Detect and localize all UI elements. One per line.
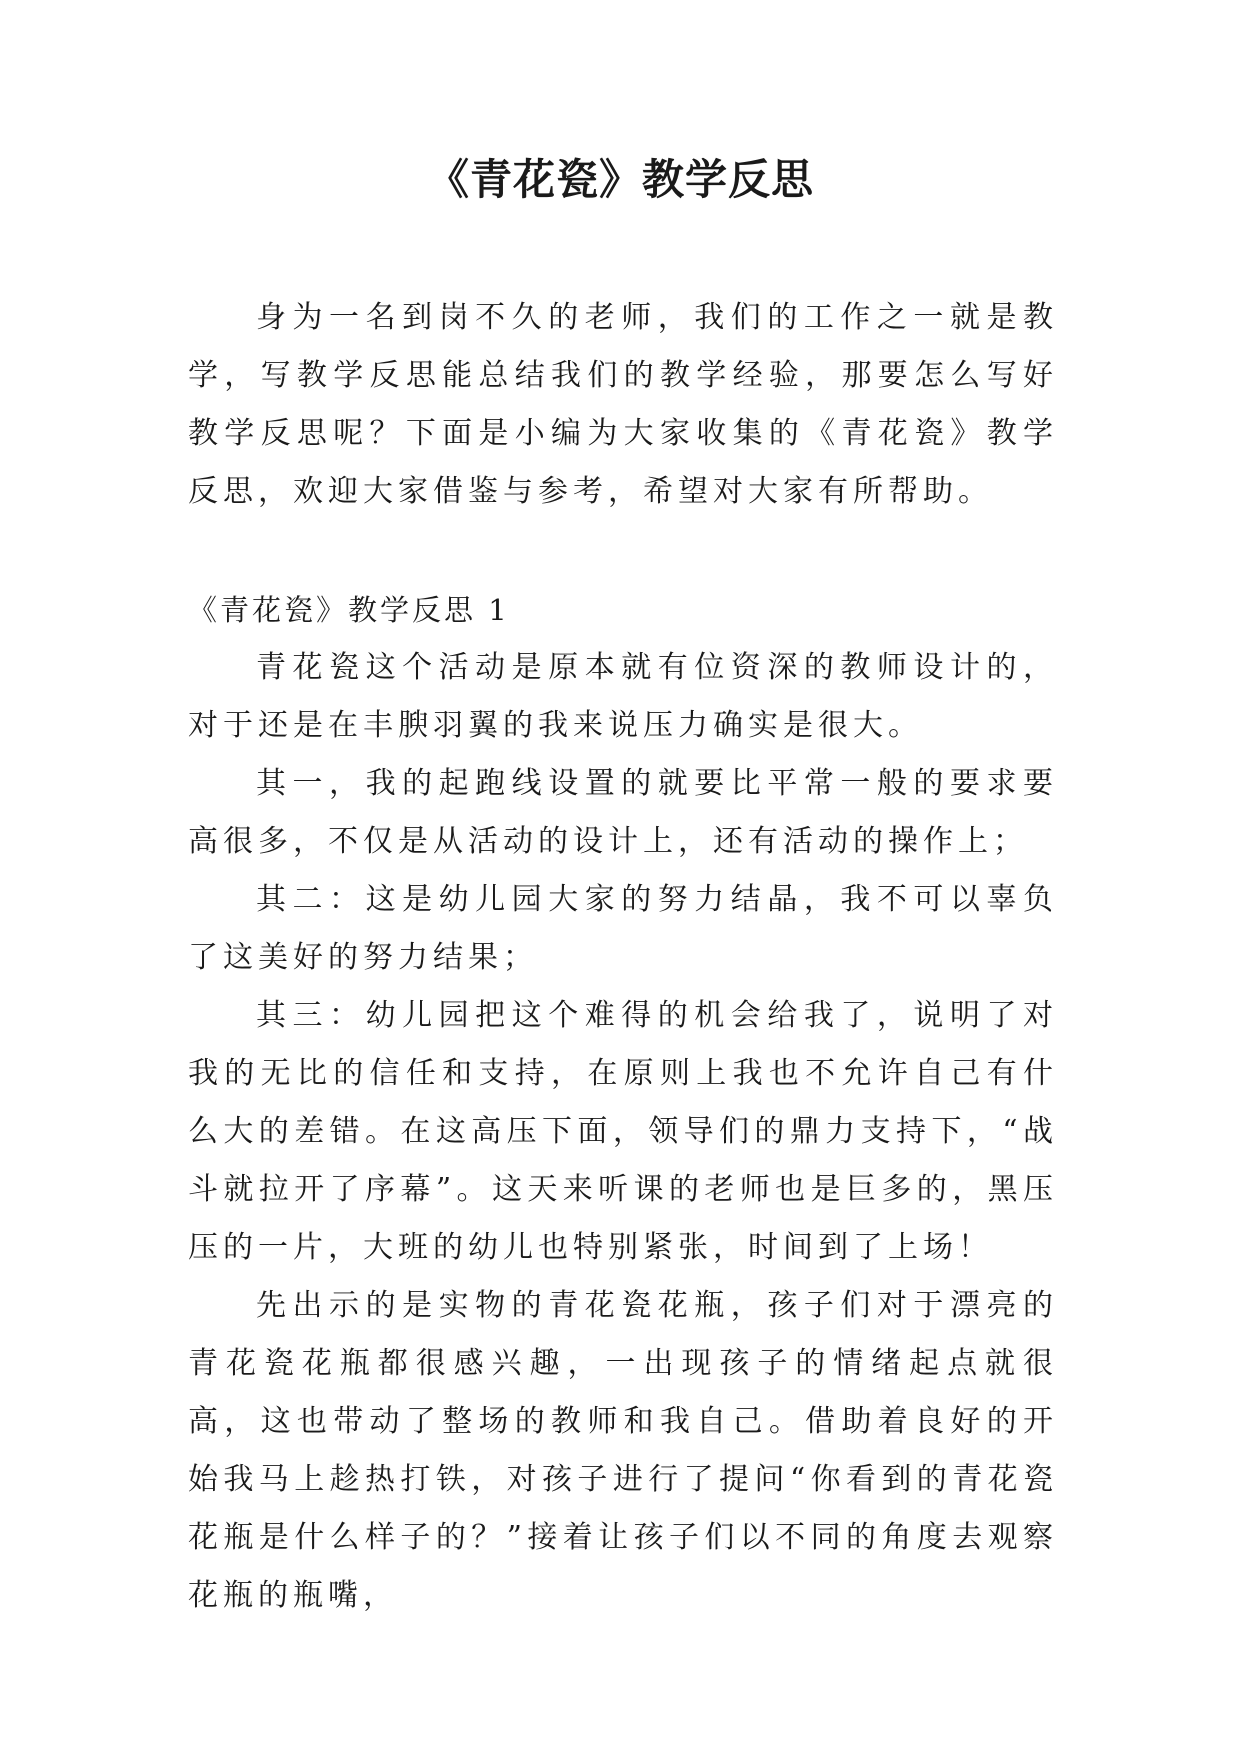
intro-paragraph: 身为一名到岗不久的老师，我们的工作之一就是教学，写教学反思能总结我们的教学经验，那要怎么写好教学反思呢？下面是小编为大家收集的《青花瓷》教学反思，欢迎大家借鉴与参考，希望对大家有所帮助。 <box>188 300 1058 509</box>
body-paragraph: 其一，我的起跑线设置的就要比平常一般的要求要高很多，不仅是从活动的设计上，还有活动的操作上； <box>188 766 1058 859</box>
body-paragraph: 先出示的是实物的青花瓷花瓶，孩子们对于漂亮的青花瓷花瓶都很感兴趣，一出现孩子的情绪起点就很高，这也带动了整场的教师和我自己。借助着良好的开始我马上趁热打铁，对孩子进行了提问“你看到的青花瓷花瓶是什么样子的？”接着让孩子们以不同的角度去观察花瓶的瓶嘴， <box>188 1288 1058 1613</box>
section-gap <box>188 521 1058 581</box>
body-paragraph: 其二：这是幼儿园大家的努力结晶，我不可以辜负了这美好的努力结果； <box>188 882 1058 975</box>
body-paragraph: 其三：幼儿园把这个难得的机会给我了，说明了对我的无比的信任和支持，在原则上我也不允许自己有什么大的差错。在这高压下面，领导们的鼎力支持下，“战斗就拉开了序幕”。这天来听课的老师也是巨多的，黑压压的一片，大班的幼儿也特别紧张，时间到了上场！ <box>188 998 1058 1265</box>
document-body <box>188 289 1058 1625</box>
section-heading: 《青花瓷》教学反思 1 <box>188 593 510 627</box>
document-title: 《青花瓷》教学反思 <box>426 155 814 204</box>
body-paragraph: 青花瓷这个活动是原本就有位资深的教师设计的，对于还是在丰腴羽翼的我来说压力确实是很大。 <box>188 650 1058 743</box>
